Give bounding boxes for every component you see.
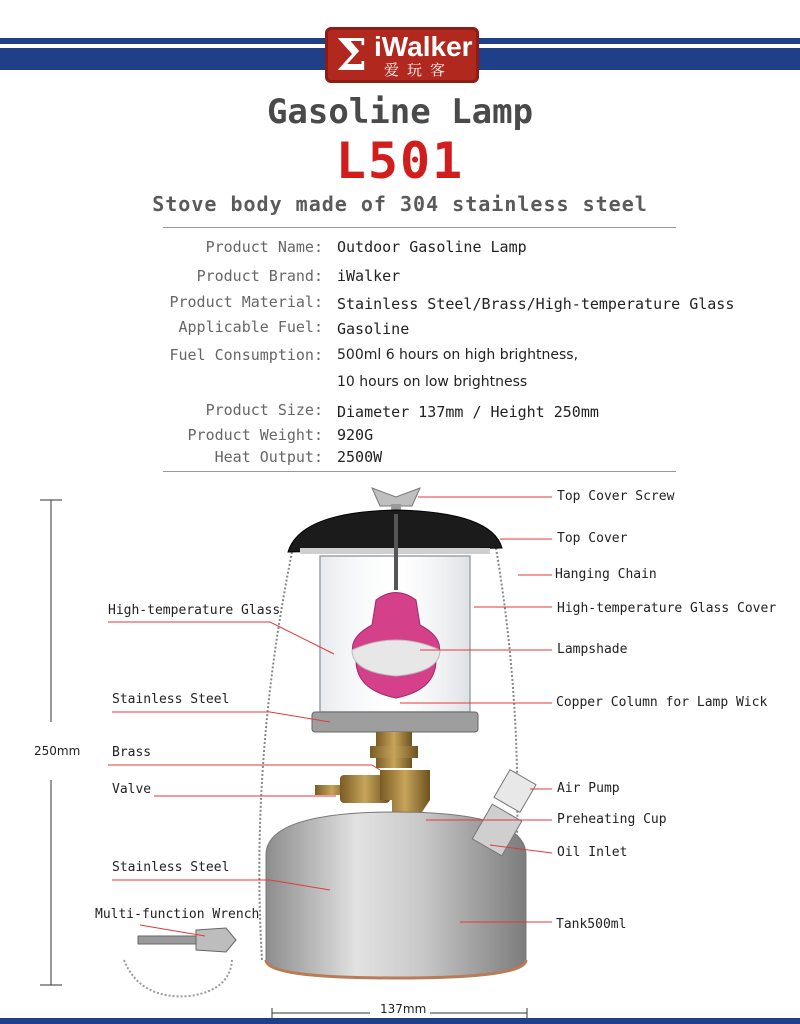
callout-valve: Valve — [112, 782, 152, 797]
callout-wrench: Multi-function Wrench — [95, 907, 260, 922]
spec-label-fuel: Applicable Fuel: — [178, 318, 323, 336]
callout-hanging-chain: Hanging Chain — [555, 567, 657, 582]
width-label: 137mm — [380, 1002, 427, 1016]
spec-label-material: Product Material: — [169, 293, 323, 311]
height-dimension — [40, 500, 62, 985]
spec-label-brand: Product Brand: — [196, 267, 323, 285]
spec-value-brand: iWalker — [337, 267, 401, 285]
base-plate — [312, 712, 478, 732]
spec-value-weight: 920G — [337, 426, 374, 444]
callout-preheating-cup: Preheating Cup — [557, 812, 667, 827]
callout-glass-cover: High-temperature Glass Cover — [557, 601, 777, 616]
callout-stainless-steel-bottom: Stainless Steel — [112, 860, 230, 875]
callout-lampshade: Lampshade — [557, 642, 628, 657]
spec-label-weight: Product Weight: — [187, 426, 323, 444]
callout-air-pump: Air Pump — [557, 781, 620, 796]
sigma-logo-icon: Σ — [336, 30, 368, 81]
spec-label-name: Product Name: — [205, 238, 323, 256]
page-subtitle: Stove body made of 304 stainless steel — [152, 192, 648, 216]
multi-function-wrench — [124, 928, 236, 996]
spec-label-heat: Heat Output: — [214, 448, 323, 466]
model-number: L501 — [335, 132, 465, 190]
callout-stainless-steel-top: Stainless Steel — [112, 692, 230, 707]
spec-label-consumption: Fuel Consumption: — [169, 346, 323, 364]
height-label: 250mm — [34, 744, 81, 758]
callout-oil-inlet: Oil Inlet — [557, 845, 628, 860]
page-title: Gasoline Lamp — [266, 92, 534, 132]
spec-value-consumption: 500ml 6 hours on high brightness, — [337, 347, 579, 363]
spec-value-heat: 2500W — [337, 448, 383, 466]
callout-top-cover: Top Cover — [557, 531, 628, 546]
callout-copper-column: Copper Column for Lamp Wick — [556, 695, 768, 710]
callout-top-cover-screw: Top Cover Screw — [557, 489, 675, 504]
spec-value-fuel: Gasoline — [337, 320, 410, 338]
spec-value-consumption-line2: 10 hours on low brightness — [337, 374, 528, 390]
air-pump — [472, 770, 536, 856]
spec-value-material: Stainless Steel/Brass/High-temperature Glass — [337, 295, 735, 313]
callout-tank: Tank500ml — [556, 917, 627, 932]
spec-label-size: Product Size: — [205, 401, 323, 419]
logo-chinese-text: 爱玩客 — [384, 61, 454, 79]
spec-value-size: Diameter 137mm / Height 250mm — [337, 403, 599, 421]
callout-brass: Brass — [112, 745, 152, 760]
logo-brand-text: iWalker — [374, 31, 473, 62]
callout-high-temp-glass: High-temperature Glass — [108, 603, 281, 618]
spec-value-name: Outdoor Gasoline Lamp — [337, 238, 527, 256]
